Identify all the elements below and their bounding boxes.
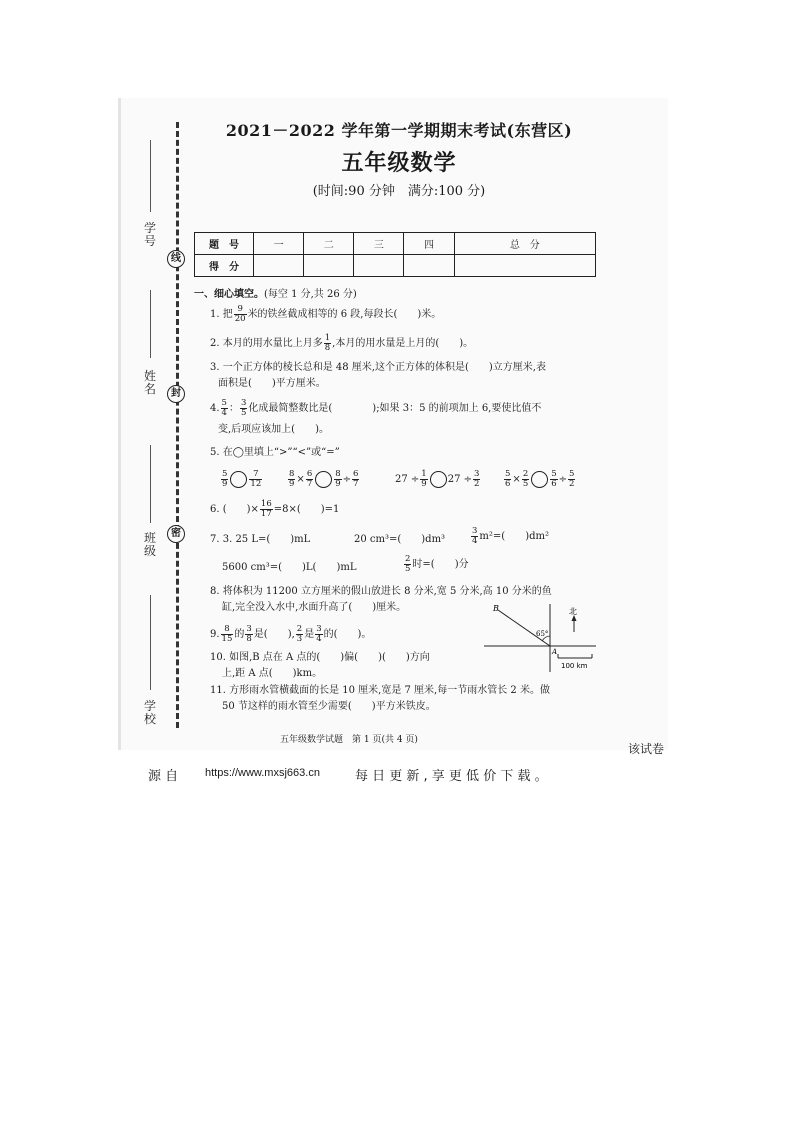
q6-fraction	[260, 500, 273, 519]
q9-f1-den: 15	[221, 634, 233, 644]
question-number-label: 题 号	[195, 233, 254, 255]
question-3-line-2: 面积是( )平方厘米。	[218, 378, 326, 389]
q5i4-f2	[522, 470, 529, 489]
question-8-line-1: 8. 将体积为 11200 立方厘米的假山放进长 8 分米,宽 5 分米,高 10 分米的鱼	[210, 586, 552, 597]
q9-f2	[245, 625, 252, 644]
q2-frac-num: 1	[324, 333, 331, 343]
q7c-fraction	[471, 527, 478, 546]
q4-colon: ：	[228, 403, 239, 414]
q7c-text: m²=( )dm²	[479, 531, 549, 542]
question-6	[210, 500, 339, 519]
q9-f2-num: 3	[246, 624, 252, 634]
student-id-line	[150, 140, 151, 212]
mark-close-circle: 密	[167, 525, 185, 543]
q5i2-f4	[352, 470, 359, 489]
q5-item-1	[220, 470, 263, 489]
q5i2-op2: ÷	[342, 474, 352, 485]
exam-time-info: (时间:90 分钟 满分:100 分)	[312, 184, 486, 199]
score-table-header-row	[195, 233, 596, 255]
q5i4-f3-num: 5	[551, 469, 557, 479]
point-b-label: B	[493, 604, 499, 613]
q5i3-f2-den: 2	[474, 479, 480, 489]
name-label: 姓 名	[143, 369, 156, 396]
score-col-1: 一	[254, 233, 304, 255]
q5i4-f2-den: 5	[522, 479, 529, 489]
question-11-line-1: 11. 方形雨水管横截面的长是 10 厘米,宽是 7 厘米,每一节雨水管长 2 米。做	[210, 685, 550, 696]
source-url[interactable]: https://www.mxsj663.cn	[205, 767, 320, 779]
q9-a: 9.	[210, 629, 220, 640]
q2-text-a: 2. 本月的用水量比上月多	[210, 338, 323, 349]
score-cell-2[interactable]	[304, 255, 354, 277]
source-prefix: 源 自	[148, 769, 179, 784]
q5i4-f3-den: 6	[551, 479, 557, 489]
q7c-num: 3	[472, 526, 478, 536]
source-suffix: 每 日 更 新 , 享 更 低 价 下 载 。	[355, 769, 548, 784]
compare-circle[interactable]	[230, 471, 247, 488]
q2-text-b: ,本月的用水量是上月的( )。	[332, 338, 474, 349]
q1-frac-num: 9	[234, 305, 247, 315]
q5i2-f3-den: 9	[335, 479, 341, 489]
q5i3-b: 27 ÷	[447, 474, 473, 485]
question-10-line-1: 10. 如图,B 点在 A 点的( )偏( )( )方向	[210, 652, 430, 663]
q9-f1	[221, 625, 234, 644]
q9-f3-num: 2	[296, 624, 303, 634]
score-cell-4[interactable]	[404, 255, 454, 277]
q4-text-b: 化成最简整数比是( );如果 3：5 的前项加上 6,要使比值不	[248, 403, 542, 414]
question-8-line-2: 缸,完全没入水中,水面升高了( )厘米。	[222, 602, 407, 613]
q5i3-a: 27 ÷	[395, 474, 420, 485]
question-7-b: 20 cm³=( )dm³	[354, 534, 446, 545]
question-5: 5. 在◯里填上“>”“<”或“=”	[210, 447, 340, 458]
q1-fraction	[234, 305, 247, 324]
mark-line-circle: 线	[167, 250, 185, 268]
q9-b: 的	[234, 629, 245, 640]
q5i4-op1: ×	[512, 474, 521, 485]
q5i1-f1-den: 9	[222, 479, 228, 489]
scale-label: 100 km	[561, 662, 588, 670]
q5-item-3	[395, 470, 481, 489]
q5i2-f3	[334, 470, 341, 489]
q6-frac-den: 17	[260, 509, 272, 519]
student-id-label: 学 号	[143, 221, 156, 248]
compare-circle[interactable]	[430, 471, 447, 488]
point-a-label: A	[552, 648, 558, 656]
class-label: 班 级	[143, 531, 156, 558]
compare-circle[interactable]	[315, 471, 332, 488]
q4-f1-den: 4	[221, 408, 227, 418]
q5i1-f2	[249, 470, 262, 489]
q9-c: 是( ),	[253, 629, 295, 640]
question-7-c	[470, 527, 549, 546]
school-line	[150, 595, 151, 690]
q5i4-f1-den: 6	[505, 479, 511, 489]
q5i4-f4-den: 2	[569, 479, 575, 489]
question-9	[210, 625, 371, 644]
q5i2-f1	[288, 470, 295, 489]
q5i2-f2-den: 7	[306, 479, 313, 489]
question-2	[210, 334, 473, 353]
q4-fraction-2	[240, 399, 247, 418]
question-3-line-1: 3. 一个正方体的棱长总和是 48 厘米,这个正方体的体积是( )立方厘米,表	[210, 362, 546, 373]
q5i4-f4	[568, 470, 575, 489]
q5i3-f2-num: 3	[474, 469, 480, 479]
question-4	[210, 399, 541, 418]
score-col-4: 四	[404, 233, 454, 255]
q5i1-f1-num: 5	[222, 469, 228, 479]
q5i3-f1-den: 9	[421, 479, 427, 489]
q5i4-f1	[504, 470, 511, 489]
q5i3-f1	[420, 470, 427, 489]
q1-text-b: 米的铁丝截成相等的 6 段,每段长( )米。	[247, 309, 442, 320]
q5i2-f4-den: 7	[353, 479, 359, 489]
score-col-total: 总 分	[454, 233, 595, 255]
question-10-line-2: 上,距 A 点( )km。	[222, 668, 323, 679]
angle-label: 65°	[536, 630, 549, 638]
q1-text-a: 1. 把	[210, 309, 233, 320]
q4-fraction-1	[221, 399, 228, 418]
q5i3-f1-num: 1	[421, 469, 427, 479]
side-note: 该试卷	[628, 742, 665, 756]
q5i2-f2	[306, 470, 313, 489]
q7e-text: 时=( )分	[412, 559, 469, 570]
class-line	[150, 445, 151, 523]
q5i4-f3	[550, 470, 557, 489]
direction-map-figure	[480, 602, 600, 674]
section-1-heading	[194, 285, 357, 300]
school-label: 学 校	[143, 699, 156, 726]
section-1-note: (每空 1 分,共 26 分)	[264, 289, 357, 300]
q2-frac-den: 8	[324, 343, 331, 353]
q9-f4-num: 3	[316, 624, 322, 634]
question-4-line-2: 变,后项应该加上( )。	[218, 424, 329, 435]
north-label: 北	[569, 607, 577, 616]
q7e-num: 2	[405, 554, 411, 564]
page-footer: 五年级数学试题 第 1 页(共 4 页)	[280, 735, 418, 745]
q5i2-f2-num: 6	[306, 469, 313, 479]
score-cell-total[interactable]	[454, 255, 595, 277]
exam-title: 2021－2022 学年第一学期期末考试(东营区)	[225, 121, 573, 140]
q9-f4	[315, 625, 322, 644]
q7c-den: 4	[472, 536, 478, 546]
section-1-label: 一、细心填空。	[194, 289, 264, 300]
q9-f2-den: 8	[246, 634, 252, 644]
q5i2-f4-num: 6	[353, 469, 359, 479]
score-table	[194, 232, 596, 277]
question-1	[210, 305, 441, 324]
question-11-line-2: 50 节这样的雨水管至少需要( )平方米铁皮。	[222, 701, 436, 712]
binding-dashed-line	[176, 122, 179, 728]
exam-subject: 五年级数学	[341, 150, 457, 176]
q5i4-op2: ÷	[558, 474, 568, 485]
q7e-fraction	[404, 555, 411, 574]
question-7-e	[403, 555, 469, 574]
score-cell-3[interactable]	[354, 255, 404, 277]
q9-f1-num: 8	[221, 625, 234, 635]
q6-text-b: =8×( )=1	[273, 504, 340, 515]
q9-f3	[296, 625, 303, 644]
score-col-3: 三	[354, 233, 404, 255]
q4-f2-den: 5	[240, 408, 247, 418]
q9-f3-den: 3	[296, 634, 303, 644]
q5i4-f1-num: 5	[505, 469, 511, 479]
q4-f1-num: 5	[221, 398, 227, 408]
scan-edge	[118, 98, 121, 750]
q9-e: 的( )。	[323, 629, 372, 640]
q5i1-f2-den: 12	[250, 479, 262, 489]
q5i4-f2-num: 2	[522, 469, 529, 479]
q4-f2-num: 3	[240, 398, 247, 408]
q5i2-f1-den: 9	[289, 479, 295, 489]
q7e-den: 5	[405, 564, 411, 574]
name-line	[150, 290, 151, 358]
q5-item-4	[503, 470, 576, 489]
q5i1-f1	[221, 470, 228, 489]
q5-item-2	[287, 470, 360, 489]
q6-text-a: 6. ( )×	[210, 504, 259, 515]
q1-frac-den: 20	[234, 314, 246, 324]
score-table-score-row	[195, 255, 596, 277]
q5i2-f3-num: 8	[335, 469, 341, 479]
question-7-d: 5600 cm³=( )L( )mL	[222, 562, 357, 573]
score-label: 得 分	[195, 255, 254, 277]
mark-seal-circle: 封	[167, 385, 185, 403]
q5i2-op1: ×	[296, 474, 305, 485]
q6-frac-num: 16	[260, 499, 272, 509]
q9-f4-den: 4	[316, 634, 322, 644]
question-7-a: 7. 3. 25 L=( )mL	[210, 534, 311, 545]
score-cell-1[interactable]	[254, 255, 304, 277]
q4-text-a: 4.	[210, 403, 220, 414]
q2-fraction	[324, 334, 331, 353]
q9-d: 是	[304, 629, 315, 640]
compare-circle[interactable]	[531, 471, 548, 488]
q5i2-f1-num: 8	[289, 469, 295, 479]
q5i1-f2-num: 7	[249, 470, 262, 480]
score-col-2: 二	[304, 233, 354, 255]
q5i4-f4-num: 5	[569, 469, 575, 479]
q5i3-f2	[473, 470, 480, 489]
